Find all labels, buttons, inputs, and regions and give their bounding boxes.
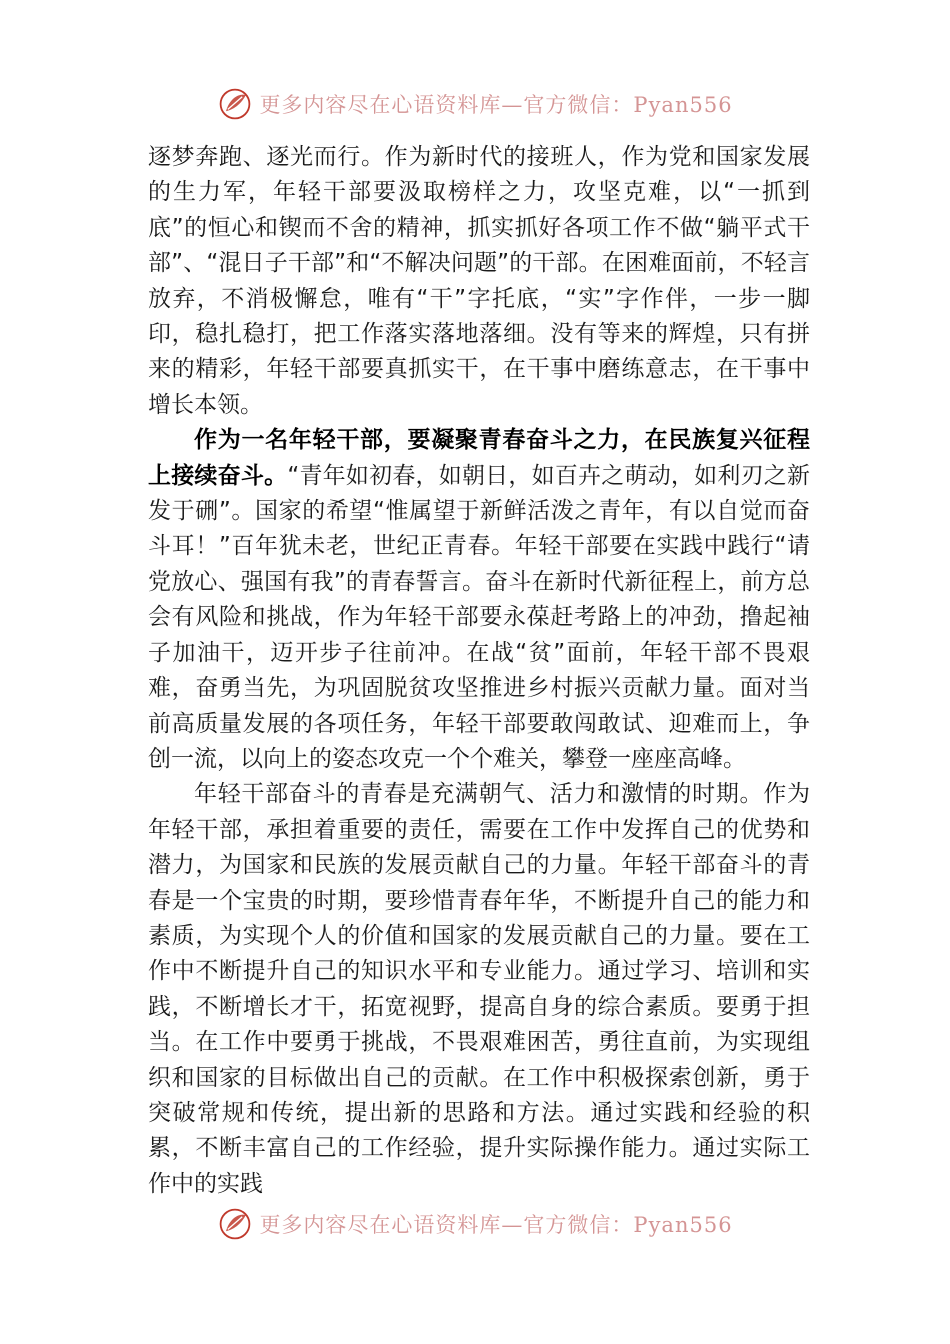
leaf-seal-logo-icon: [217, 86, 253, 122]
paragraph-1: 逐梦奔跑、逐光而行。作为新时代的接班人，作为党和国家发展的生力军，年轻干部要汲取榜样之力，攻坚克难，以“一抓到底”的恒心和锲而不舍的精神，抓实抓好各项工作不做“躺平式干部”、“混日子干部”和“不解决问题”的干部。在困难面前，不轻言放弃，不消极懈怠，唯有“干”字托底，“实”字作伴，一步一脚印，稳扎稳打，把工作落实落地落细。没有等来的辉煌，只有拼来的精彩，年轻干部要真抓实干，在干事中磨练意志，在干事中增长本领。: [148, 144, 810, 418]
paragraph-2: [148, 423, 810, 777]
header-banner-text: 更多内容尽在心语资料库—官方微信：Pyan556: [259, 93, 733, 117]
footer-banner: [0, 1206, 950, 1242]
leaf-seal-logo-icon: [217, 1206, 253, 1242]
paragraph-2-text: “青年如初春，如朝日，如百卉之萌动，如利刃之新发于硎”。国家的希望“惟属望于新鲜活泼之青年，有以自觉而奋斗耳！”百年犹未老，世纪正青春。年轻干部要在实践中践行“请党放心、强国有我”的青春誓言。奋斗在新时代新征程上，前方总会有风险和挑战，作为年轻干部要永葆赶考路上的冲劲，撸起袖子加油干，迈开步子往前冲。在战“贫”面前，年轻干部不畏艰难，奋勇当先，为巩固脱贫攻坚推进乡村振兴贡献力量。面对当前高质量发展的各项任务，年轻干部要敢闯敢试、迎难而上，争创一流，以向上的姿态攻克一个个难关，攀登一座座高峰。: [148, 462, 811, 772]
paragraph-3: 年轻干部奋斗的青春是充满朝气、活力和激情的时期。作为年轻干部，承担着重要的责任，需要在工作中发挥自己的优势和潜力，为国家和民族的发展贡献自己的力量。年轻干部奋斗的青春是一个宝贵的时期，要珍惜青春年华，不断提升自己的能力和素质，为实现个人的价值和国家的发展贡献自己的力量。要在工作中不断提升自己的知识水平和专业能力。通过学习、培训和实践，不断增长才干，拓宽视野，提高自身的综合素质。要勇于担当。在工作中要勇于挑战，不畏艰难困苦，勇往直前，为实现组织和国家的目标做出自己的贡献。在工作中积极探索创新，勇于突破常规和传统，提出新的思路和方法。通过实践和经验的积累，不断丰富自己的工作经验，提升实际操作能力。通过实际工作中的实践: [148, 781, 810, 1197]
document-body: [148, 140, 810, 1202]
paragraph-2-heading: 作为一名年轻干部，要凝聚青春奋斗之力，在民族复兴征程上接续奋斗。: [148, 427, 810, 489]
header-banner: [0, 84, 950, 124]
footer-banner-text: 更多内容尽在心语资料库—官方微信：Pyan556: [259, 1213, 733, 1237]
